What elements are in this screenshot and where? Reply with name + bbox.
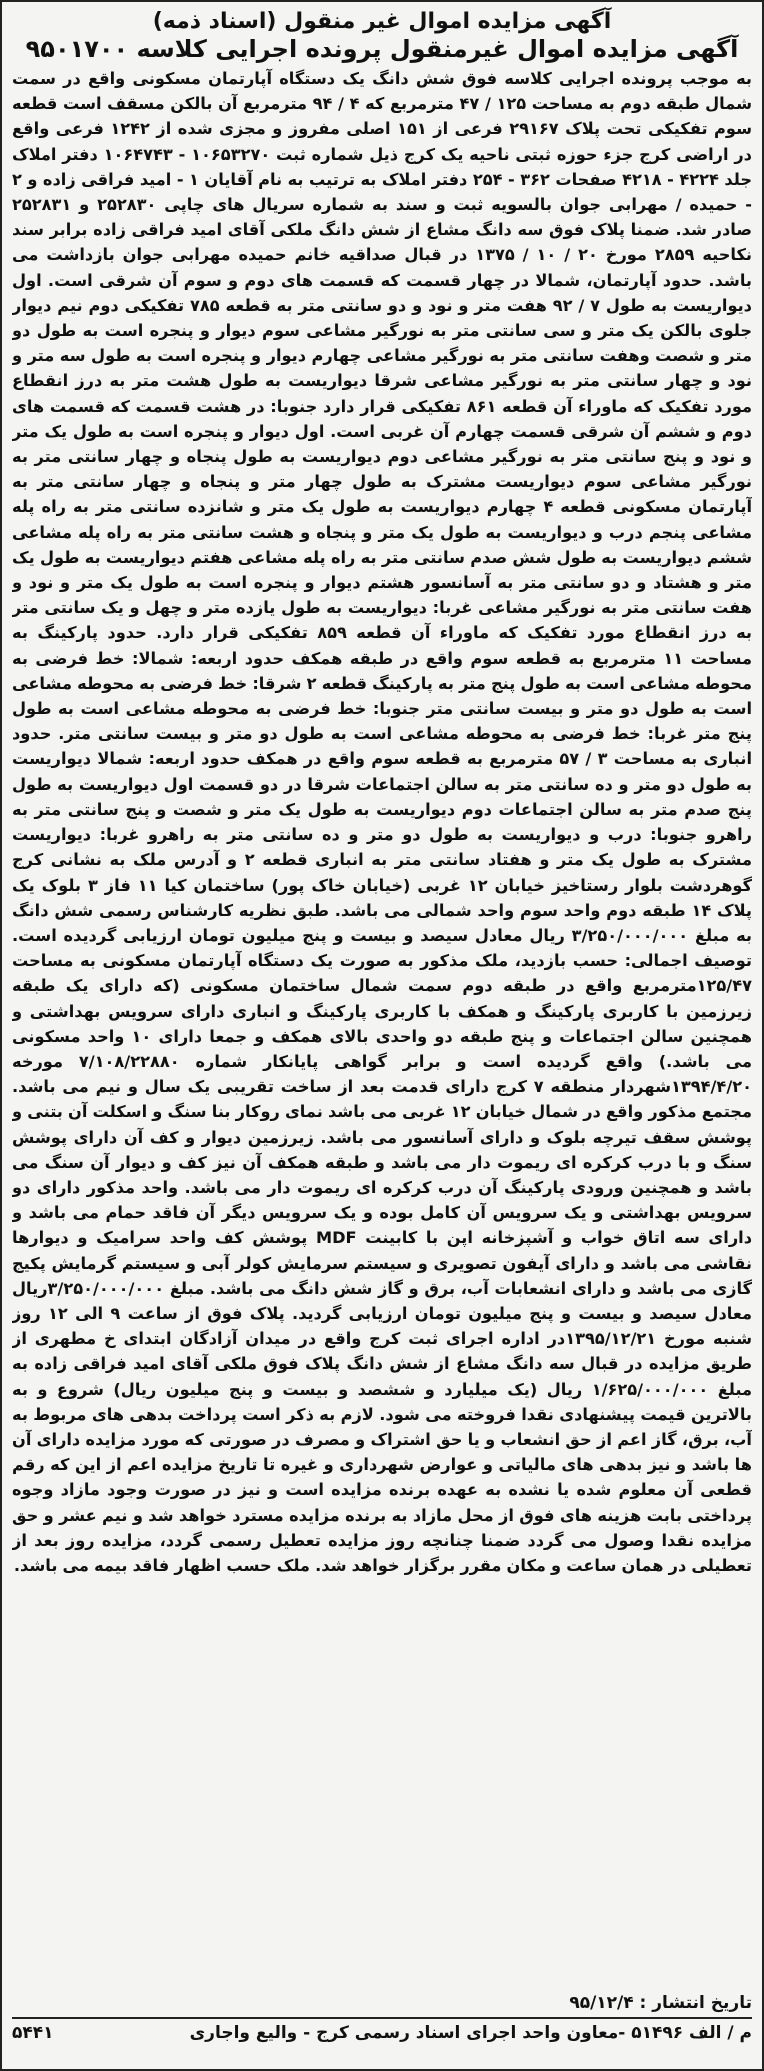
footer-row — [12, 2021, 752, 2045]
footer-divider — [12, 2017, 752, 2019]
notice-header — [12, 8, 752, 64]
notice-subtitle: آگهی مزایده اموال غیرمنقول پرونده اجرایی کلاسه ۹۵۰۱۷۰۰ — [25, 35, 739, 63]
publish-date: تاریخ انتشار : ۹۵/۱۲/۴ — [569, 1993, 752, 2013]
reference-number: ۵۴۴۱ — [12, 2023, 54, 2043]
office-signature: م / الف ۵۱۴۹۶ -معاون واحد اجرای اسناد رسمی کرج - والیع واجاری — [189, 2023, 752, 2043]
notice-body: به موجب پرونده اجرایی کلاسه فوق شش دانگ یک دستگاه آپارتمان مسکونی واقع در سمت شمال طبقه دوم به مساحت ۱۲۵ / ۴۷ مترمربع که ۴ / ۹۴ مترمربع آن بالکن مسقف است قطعه سوم تفکیکی تحت پلاک ۲۹۱۶۷ فرعی از ۱۵۱ اصلی مفروز و مجزی شده از ۱۲۴۲ فرعی واقع در اراضی کرج جزء حوزه ثبتی ناحیه یک کرج ذیل شماره ثبت ۱۰۶۵۳۲۷۰ - ۱۰۶۴۷۴۳ دفتر املاک جلد ۴۲۲۴ - ۴۲۱۸ صفحات ۳۶۲ - ۲۵۴ دفتر املاک به ترتیب به نام آقایان ۱ - امید فراقی زاده و ۲ - حمیده / مهرابی جوان بالسویه ثبت و سند به شماره سریال های چاپی ۲۵۲۸۳۰ و ۲۵۲۸۳۱ صادر شد. ضمنا پلاک فوق سه دانگ مشاع از شش دانگ ملکی آقای امید فراقی زاده برابر سند نکاحیه ۲۸۵۹ مورخ ۲۰ / ۱۰ / ۱۳۷۵ در قبال صداقیه خانم حمیده مهرابی جوان بازداشت می باشد. حدود آپارتمان، شمالا در چهار قسمت که قسمت های دوم و سوم آن شرقی است. اول دیواریست به طول ۷ / ۹۲ هفت متر و نود و دو سانتی متر به قطعه ۷۸۵ تفکیکی دوم نیم دیوار جلوی بالکن یک متر و سی سانتی متر به نورگیر مشاعی سوم دیوار و پنجره است به طول دو متر و شصت وهفت سانتی متر به نورگیر مشاعی چهارم دیوار و پنجره است به طول سه متر و نود و چهار سانتی متر به نورگیر مشاعی شرقا دیواریست به طول هشت متر به درز انقطاع مورد تفکیک که ماوراء آن قطعه ۸۶۱ تفکیکی قرار دارد جنوبا: در هشت قسمت که قسمت های دوم و ششم آن شرقی قسمت چهارم آن غربی است. اول دیوار و پنجره است به طول یک متر و نود و پنج سانتی متر به نورگیر مشاعی دوم دیواریست به طول پنجاه و چهار سانتی متر به نورگیر مشاعی سوم دیواریست مشترک به طول چهار متر و پنجاه و چهار سانتی متر به آپارتمان مسکونی قطعه ۴ چهارم دیواریست به طول یک متر و شانزده سانتی متر به راه پله مشاعی پنجم درب و دیواریست به طول یک متر و پنجاه و هشت سانتی متر به راه پله مشاعی ششم دیواریست به طول شش صدم سانتی متر به راه پله مشاعی هفتم دیواریست به طول یک متر و هشتاد و دو سانتی متر به آسانسور هشتم دیوار و پنجره است به طول یک متر و نود و هفت سانتی متر به نورگیر مشاعی غربا: دیواریست به طول یازده متر و چهل و یک سانتی متر به درز انقطاع مورد تفکیک که ماوراء آن قطعه ۸۵۹ تفکیکی قرار دارد. حدود پارکینگ به مساحت ۱۱ مترمربع به قطعه سوم واقع در طبقه همکف حدود اربعه: شمالا: خط فرضی به محوطه مشاعی است به طول پنج متر به پارکینگ قطعه ۲ شرقا: خط فرضی به محوطه مشاعی است به طول دو متر و بیست سانتی متر جنوبا: خط فرضی به محوطه مشاعی است به طول پنج متر غربا: خط فرضی به محوطه مشاعی است به طول دو متر و بیست سانتی متر. حدود انباری به مساحت ۳ / ۵۷ مترمربع به قطعه سوم واقع در همکف حدود اربعه: شمالا دیواریست به طول دو متر و ده سانتی متر به سالن اجتماعات شرقا در دو قسمت اول دیواریست به طول پنج صدم متر به سالن اجتماعات دوم دیواریست به طول یک متر و شصت و پنج سانتی متر به راهرو جنوبا: درب و دیواریست به طول دو متر و ده سانتی متر به راهرو غربا: دیواریست مشترک به طول یک متر و هفتاد سانتی متر به انباری قطعه ۲ و آدرس ملک به نشانی کرج گوهردشت بلوار رستاخیز خیابان ۱۲ غربی (خیابان خاک پور) ساختمان کیا ۱۱ فاز ۳ بلوک یک پلاک ۱۴ طبقه دوم واحد سوم واحد شمالی می باشد. طبق نظریه کارشناس رسمی شش دانگ به مبلغ ۳/۲۵۰/۰۰۰/۰۰۰ ریال معادل سیصد و بیست و پنج میلیون تومان ارزیابی گردیده است. توصیف اجمالی: حسب بازدید، ملک مذکور به صورت یک دستگاه آپارتمان مسکونی به مساحت ۱۲۵/۴۷مترمربع واقع در طبقه دوم سمت شمال ساختمان مسکونی (که دارای یک طبقه زیرزمین با کاربری پارکینگ و همکف با کاربری پارکینگ و انباری دارای سرویس بهداشتی و همچنین سالن اجتماعات و پنج طبقه دو واحدی بالای همکف و جمعا دارای ۱۰ واحد مسکونی می باشد.) واقع گردیده است و برابر گواهی پایانکار شماره ۷/۱۰۸/۲۲۸۸۰ مورخه ۱۳۹۴/۴/۲۰شهردار منطقه ۷ کرج دارای قدمت بعد از ساخت تقریبی یک سال و نیم می باشد. مجتمع مذکور واقع در شمال خیابان ۱۲ غربی می باشد نمای روکار بنا سنگ و اسکلت آن بتنی و پوشش سقف تیرچه بلوک و دارای آسانسور می باشد. زیرزمین دیوار و کف آن دارای پوشش سنگ و با درب کرکره ای ریموت دار می باشد و طبقه همکف آن نیز کف و دیوار آن سنگ می باشد و همچنین ورودی پارکینگ آن درب کرکره ای ریموت دار می باشد. واحد مذکور دارای دو سرویس بهداشتی و یک سرویس آن کامل بوده و یک سرویس دیگر آن فاقد حمام می باشد و دارای سه اتاق خواب و آشپزخانه اپن با کابینت MDF پوشش کف واحد سرامیک و دیوارها نقاشی می باشد و دارای آیفون تصویری و سیستم سرمایش کولر آبی و سیستم گرمایش پکیج گازی می باشد و دارای انشعابات آب، برق و گاز شش دانگ می باشد. مبلغ ۳/۲۵۰/۰۰۰/۰۰۰ریال معادل سیصد و بیست و پنج میلیون تومان ارزیابی گردید. پلاک فوق از ساعت ۹ الی ۱۲ روز شنبه مورخ ۱۳۹۵/۱۲/۲۱در اداره اجرای ثبت کرج واقع در میدان آزادگان ابتدای خ مطهری از طریق مزایده در قبال سه دانگ مشاع از شش دانگ پلاک فوق ملکی آقای امید فراقی زاده به مبلغ ۱/۶۲۵/۰۰۰/۰۰۰ ریال (یک میلیارد و ششصد و بیست و پنج میلیون ریال) شروع و به بالاترین قیمت پیشنهادی نقدا فروخته می شود. لازم به ذکر است پرداخت بدهی های مربوط به آب، برق، گاز اعم از حق انشعاب و یا حق اشتراک و مصرف در صورتی که مورد مزایده دارای آن ها باشد و نیز بدهی های مالیاتی و عوارض شهرداری و غیره تا تاریخ مزایده اعم از این که رقم قطعی آن معلوم شده یا نشده به عهده برنده مزایده است و نیز در صورت وجود مازاد وجوه پرداختی بابت هزینه های فوق از محل مازاد به برنده مزایده مسترد خواهد شد و نیم عشر و حق مزایده نقدا وصول می گردد ضمنا چنانچه روز مزایده تعطیل رسمی گردد، مزایده روز بعد از تعطیلی در همان ساعت و مکان مقرر برگزار خواهد شد. ملک حسب اظهار فاقد بیمه می باشد. — [12, 69, 752, 1575]
notice-title: آگهی مزایده اموال غیر منقول (اسناد ذمه) — [152, 9, 612, 34]
